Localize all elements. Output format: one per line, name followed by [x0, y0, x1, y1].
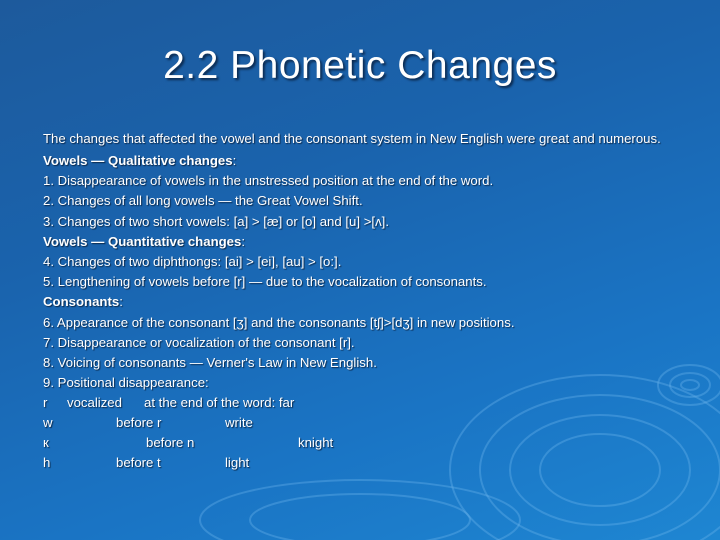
example-row-w: [43, 413, 683, 433]
heading-colon: :: [232, 153, 237, 168]
example-row-h: [43, 453, 683, 473]
vowels-quantitative-heading: Vowels — Quantitative changes: [43, 233, 242, 249]
sound-cell: к: [43, 435, 49, 451]
list-item-6: 6. Appearance of the consonant [ʒ] and the consonants [tʃ]>[dʒ] in new positions.: [43, 314, 515, 330]
slide-body: [43, 131, 683, 473]
consonants-heading-line: [43, 292, 683, 312]
example-row-k: [43, 433, 683, 453]
context-cell: vocalized: [67, 395, 122, 411]
list-item-9: 9. Positional disappearance:: [43, 375, 209, 391]
heading-colon: :: [241, 233, 246, 249]
context-cell: before t: [116, 455, 161, 471]
sound-cell: h: [43, 455, 51, 471]
intro-paragraph: The changes that affected the vowel and the consonant system in New English were great and numerous.: [43, 131, 661, 146]
list-item-5: 5. Lengthening of vowels before [r] — due to the vocalization of consonants.: [43, 274, 487, 290]
example-cell: light: [225, 455, 250, 471]
consonants-heading: Consonants: [43, 294, 120, 310]
sound-cell: w: [43, 415, 53, 431]
vowels-qualitative-heading: Vowels — Qualitative changes: [43, 153, 233, 168]
vowels-qualitative-heading-line: [43, 151, 683, 171]
example-row-r: [43, 393, 683, 413]
sound-cell: r: [43, 395, 48, 411]
example-cell: at the end of the word: far: [144, 395, 295, 411]
example-cell: knight: [298, 435, 334, 451]
slide-title: 2.2 Phonetic Changes: [163, 44, 557, 87]
context-cell: before r: [116, 415, 162, 431]
vowels-quantitative-heading-line: [43, 232, 683, 252]
example-cell: write: [225, 415, 253, 431]
list-item-3: 3. Changes of two short vowels: [a] > [æ] or [o] and [u] >[ʌ].: [43, 213, 389, 229]
list-item-1: 1. Disappearance of vowels in the unstressed position at the end of the word.: [43, 173, 494, 189]
list-item-8: 8. Voicing of consonants — Verner's Law in New English.: [43, 355, 377, 371]
list-item-7: 7. Disappearance or vocalization of the consonant [r].: [43, 334, 355, 350]
list-item-2: 2. Changes of all long vowels — the Great Vowel Shift.: [43, 193, 363, 209]
list-item-4: 4. Changes of two diphthongs: [ai] > [ei], [au] > [o:].: [43, 254, 342, 270]
context-cell: before n: [146, 435, 195, 451]
heading-colon: :: [119, 294, 123, 310]
